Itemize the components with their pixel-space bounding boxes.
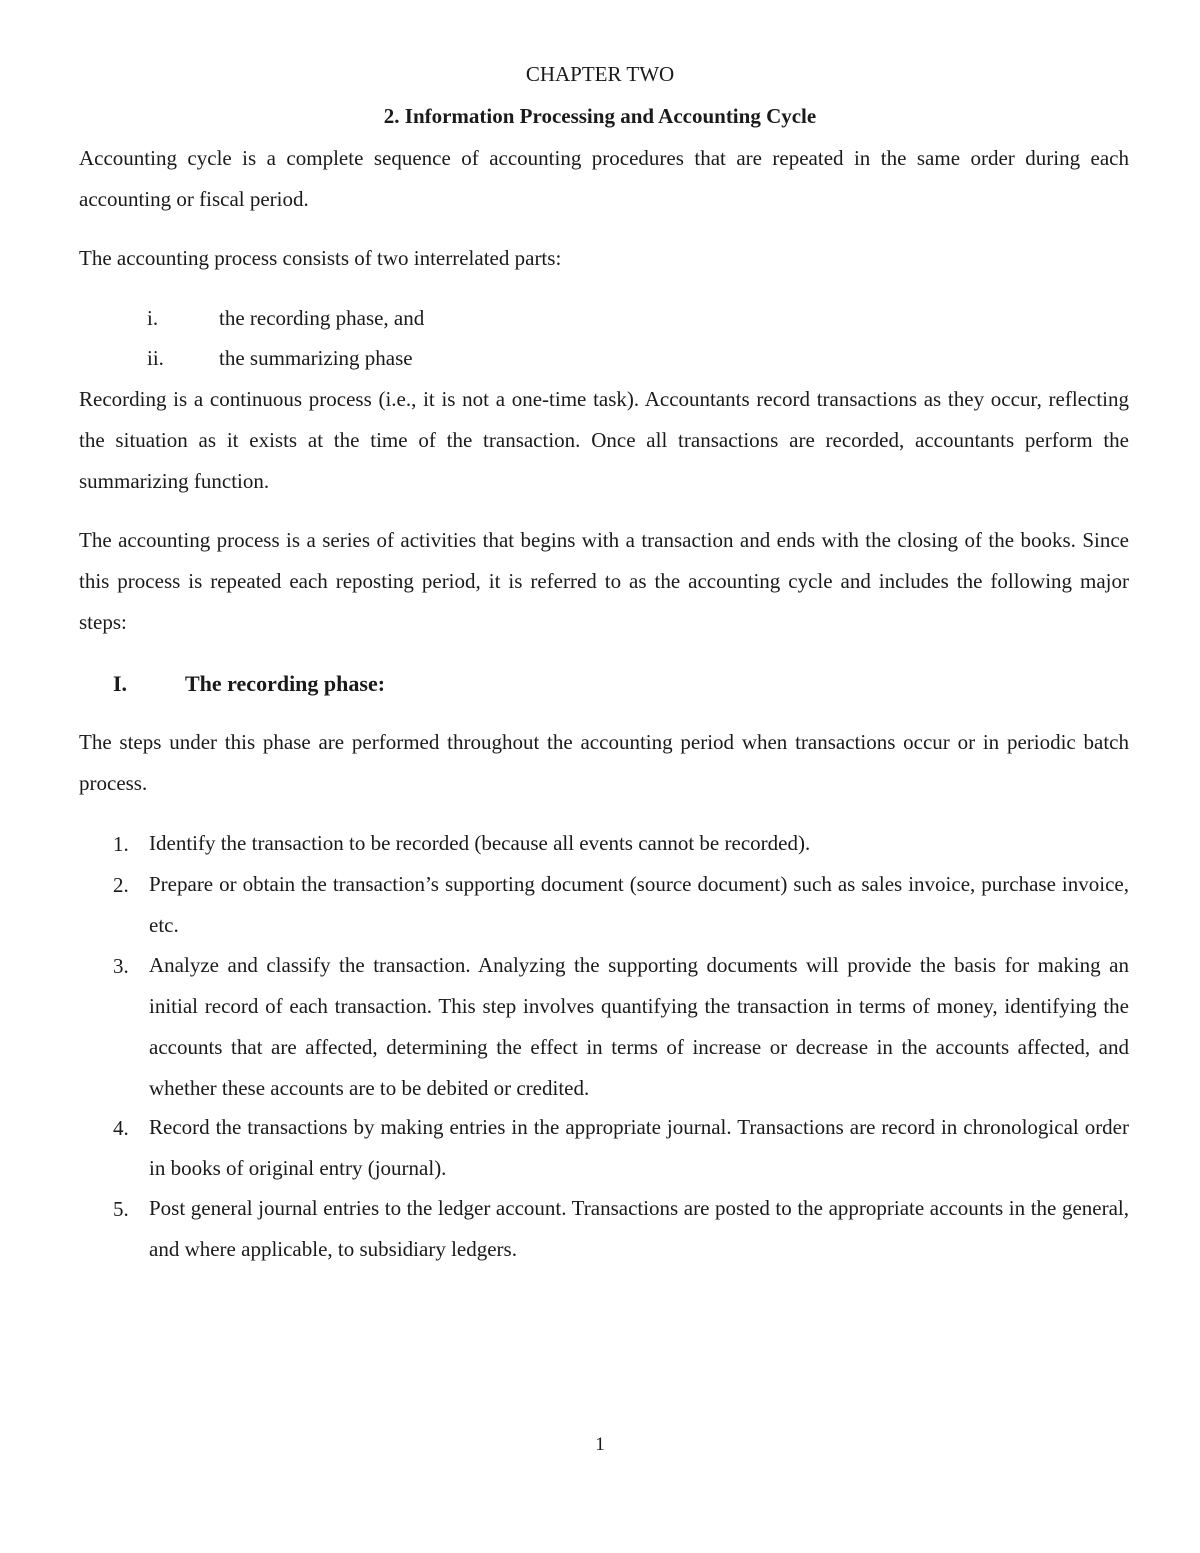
step-text: Identify the transaction to be recorded (because all events cannot be recorded). [149, 831, 811, 855]
step-text: Prepare or obtain the transaction’s supporting document (source document) such as sales invoice, purchase invoice, etc. [149, 872, 1129, 937]
step-text: Record the transactions by making entries in the appropriate journal. Transactions are record in chronological order in books of original entry (journal). [149, 1115, 1129, 1180]
parts-intro: The accounting process consists of two interrelated parts: [79, 246, 562, 270]
section-title: 2. Information Processing and Accounting Cycle [383, 104, 817, 128]
step-number: 5. [113, 1197, 129, 1221]
part-text: the summarizing phase [219, 346, 413, 370]
step-number: 3. [113, 954, 129, 978]
step-text: Analyze and classify the transaction. Analyzing the supporting documents will provide the basis for making an initial record of each transaction. This step involves quantifying the transaction in terms of money, identifying the accounts that are affected, determining the effect in terms of increase or decrease in the accounts affected, and whether these accounts are to be debited or credited. [149, 953, 1129, 1100]
step-number: 1. [113, 832, 129, 856]
recording-phase-intro: The steps under this phase are performed throughout the accounting period when transactions occur or in periodic batch process. [79, 730, 1129, 795]
part-text: the recording phase, and [219, 306, 425, 330]
recording-paragraph: Recording is a continuous process (i.e., it is not a one-time task). Accountants record transactions as they occur, reflecting the situation as it exists at the time of the transaction. Once all transactions are recorded, accountants perform the summarizing function. [79, 387, 1129, 493]
step-number: 2. [113, 873, 129, 897]
process-paragraph: The accounting process is a series of activities that begins with a transaction and ends with the closing of the books. Since this process is repeated each reposting period, it is referred to as the accounting cycle and includes the following major steps: [79, 528, 1129, 634]
chapter-title: CHAPTER TWO [525, 62, 675, 86]
part-marker: i. [147, 306, 159, 330]
page-number: 1 [595, 1434, 605, 1455]
intro-paragraph: Accounting cycle is a complete sequence of accounting procedures that are repeated in the same order during each accounting or fiscal period. [79, 146, 1129, 211]
recording-phase-marker: I. [113, 671, 128, 696]
recording-phase-heading: The recording phase: [185, 671, 386, 696]
step-number: 4. [113, 1116, 129, 1140]
part-marker: ii. [147, 346, 164, 370]
step-text: Post general journal entries to the ledger account. Transactions are posted to the appropriate accounts in the general, and where applicable, to subsidiary ledgers. [149, 1196, 1129, 1261]
